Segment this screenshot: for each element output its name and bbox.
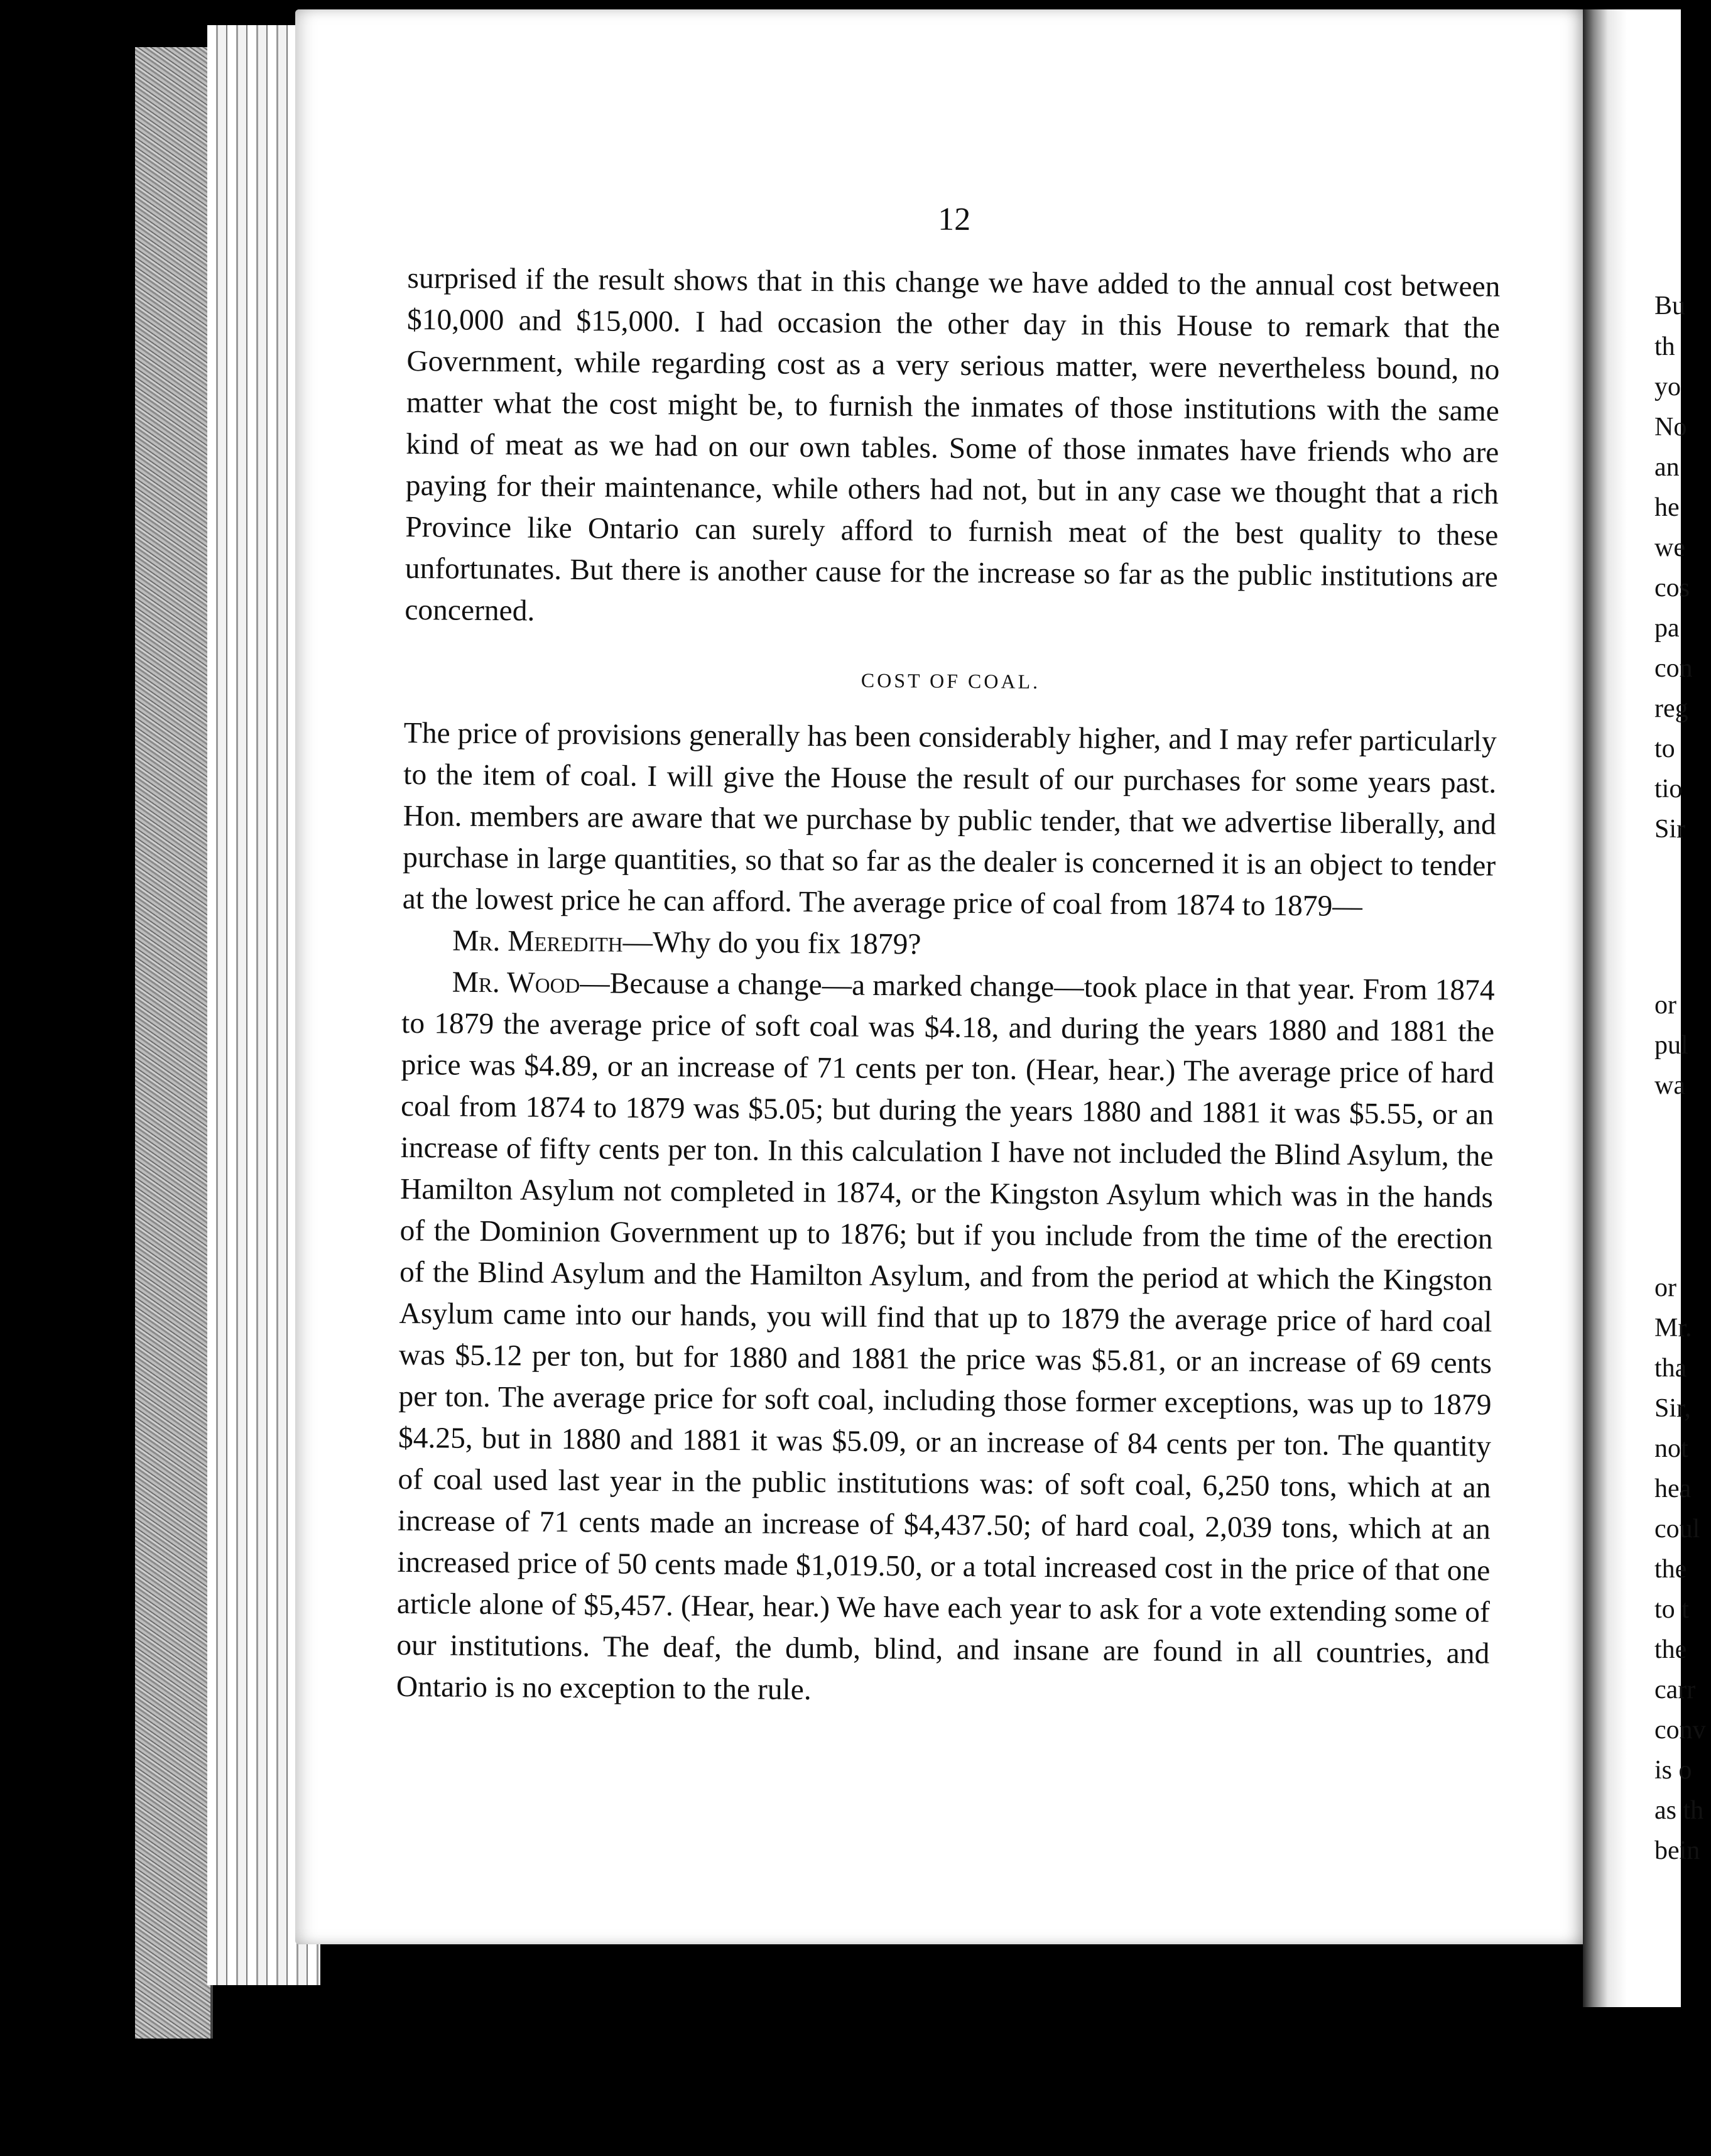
facing-fragment: an: [1654, 453, 1680, 482]
page-content: [396, 157, 1501, 1716]
facing-fragment: as th: [1654, 1796, 1704, 1825]
facing-fragment: bein: [1654, 1836, 1700, 1865]
paragraph-meat-cost: surprised if the result shows that in this change we have added to the annual cost between $10,000 and $15,000. I had occasion the other day in this House to remark that the Government, while regarding cost as a very serious matter, were nevertheless bound, no matter what the cost might be, to furnish the inmates of those institutions with the same kind of meat as we had on our own tables. Some of those inmates have friends who are paying for their maintenance, while others had not, but in any case we thought that a rich Province like Ontario can surely afford to furnish meat of the best quality to these unfortunates. But there is another cause for the increase so far as the public institutions are concerned.: [405, 261, 1501, 628]
facing-fragment: yo: [1654, 373, 1681, 401]
paragraph-provisions-price: The price of provisions generally has been considerably higher, and I may refer particularly to the item of coal. I will give the House the result of our purchases for some years past. Hon. members are aware that we purchase by public tender, that we advertise liberally, and purchase in large quantities, so that so far as the dealer is concerned it is an object to tender at the lowest price he can afford. The average price of coal from 1874 to 1879—: [402, 716, 1497, 923]
facing-fragment: coul: [1654, 1515, 1700, 1544]
speech-text: —Because a change—a marked change—took place in that year. From 1874 to 1879 the average price of soft coal was $4.18, and during the years 1880 and 1881 the price was $4.89, or an increase of 71 cents per ton. (Hear, hear.) The average price of hard coal from 1874 to 1879 was $5.05; but during the years 1880 and 1881 it was $5.55, or an increase of fifty cents per ton. In this calculation I have not included the Blind Asylum, the Hamilton Asylum not completed in 1874, or the Kingston Asylum which was in the hands of the Dominion Government up to 1876; but if you include from the time of the erection of the Blind Asylum and the Hamilton Asylum, and from the period at which the Kingston Asylum came into our hands, you will find that up to 1879 the average price of hard coal was $5.12 per ton, but for 1880 and 1881 the price was $5.81, or an increase of 69 cents per ton. The average price for soft coal, including those former exceptions, was up to 1879 $4.25, but in 1880 and 1881 it was $5.09, or an increase of 84 cents per ton. The quantity of coal used last year in the public institutions was: of soft coal, 6,250 tons, which at an increase of 71 cents made an increase of $4,437.50; of hard coal, 2,039 tons, which at an increased price of 50 cents made $1,019.50, or a total increased cost in the price of that one article alone of $5,457. (Hear, hear.) We have each year to ask for a vote extending some of our institutions. The deaf, the dumb, blind, and insane are found in all countries, and Ontario is no exception to the rule.: [396, 967, 1495, 1707]
page-number: 12: [938, 201, 971, 238]
facing-fragment: Mr.: [1654, 1314, 1692, 1342]
section-heading-cost-of-coal: COST OF COAL.: [861, 668, 1041, 693]
facing-fragment: he: [1654, 493, 1680, 522]
speech-wood: [396, 961, 1495, 1716]
facing-fragment: Bu: [1654, 291, 1686, 320]
facing-fragment: tio: [1654, 775, 1683, 803]
facing-fragment: conv: [1654, 1716, 1706, 1745]
facing-fragment: to: [1654, 734, 1675, 763]
facing-fragment: carr: [1654, 1675, 1696, 1704]
facing-fragment: the: [1654, 1555, 1687, 1584]
facing-fragment: to t: [1654, 1595, 1689, 1624]
facing-fragment: th: [1654, 332, 1675, 361]
facing-fragment: Sir,: [1654, 1394, 1691, 1423]
facing-fragment: the: [1654, 1635, 1687, 1664]
facing-fragment: tha: [1654, 1354, 1687, 1383]
facing-fragment: hea: [1654, 1474, 1692, 1503]
facing-fragment: con: [1654, 654, 1693, 683]
book-edge-left: [135, 47, 213, 2039]
facing-fragment: pul: [1654, 1031, 1688, 1060]
facing-fragment: Sir: [1654, 815, 1686, 844]
facing-fragment: not: [1654, 1434, 1688, 1463]
speaker-name: Mr. Wood: [452, 966, 580, 1000]
speech-text: —Why do you fix 1879?: [622, 925, 921, 961]
facing-fragment: cos: [1654, 574, 1690, 602]
facing-fragment: wa: [1654, 1071, 1685, 1100]
facing-fragment: No: [1654, 413, 1687, 442]
facing-fragment: or: [1654, 1273, 1676, 1302]
facing-fragment: reg: [1654, 694, 1688, 723]
facing-fragment: pa: [1654, 614, 1680, 643]
facing-fragment: is o: [1654, 1756, 1692, 1785]
speaker-name: Mr. Meredith: [452, 924, 623, 959]
facing-fragment: we: [1654, 533, 1685, 562]
facing-fragment: or: [1654, 991, 1676, 1020]
